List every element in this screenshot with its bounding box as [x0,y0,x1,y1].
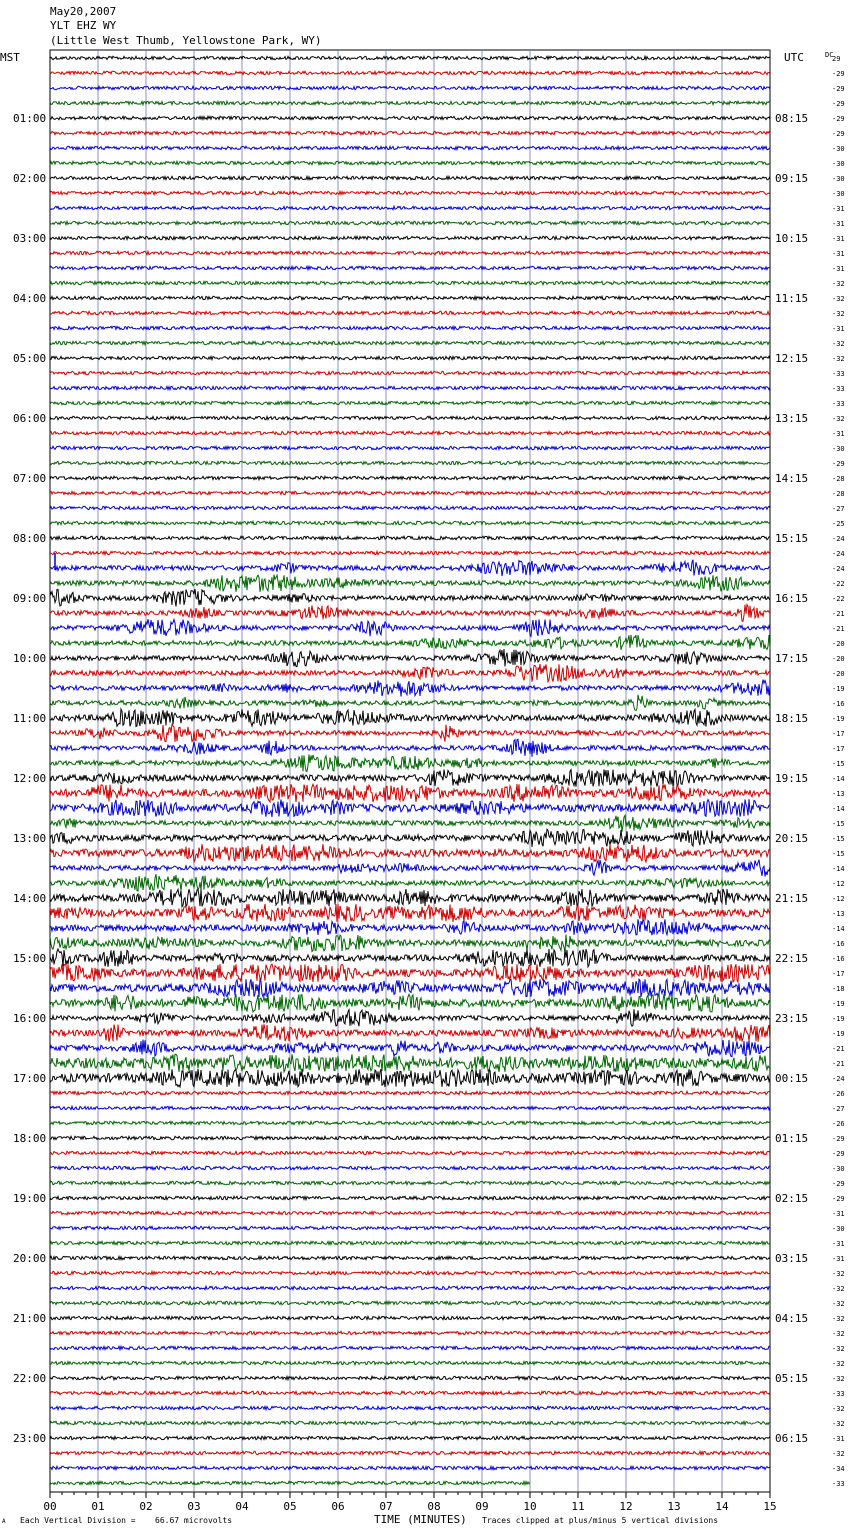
x-axis-title: TIME (MINUTES) [374,1513,467,1526]
trace-line [50,356,770,359]
dc-offset-label: -33 [832,400,845,408]
dc-offset-label: -20 [832,640,845,648]
trace-line [50,1069,770,1087]
dc-label: DC [825,51,834,59]
hour-label-mst: 07:00 [13,472,47,485]
trace-line [50,649,770,667]
dc-offset-label: -32 [832,280,845,288]
x-tick-label: 11 [571,1500,585,1513]
x-tick-label: 00 [43,1500,57,1513]
header-station: YLT EHZ WY [50,19,117,32]
dc-offset-label: -19 [832,715,845,723]
dc-offset-label: -14 [832,805,845,813]
dc-offset-label: -31 [832,1210,845,1218]
grid-lines [50,50,770,1492]
dc-offset-label: -31 [832,1240,845,1248]
dc-offset-label: -30 [832,445,845,453]
dc-offset-label: -15 [832,835,845,843]
dc-offset-label: -22 [832,595,845,603]
dc-offset-label: -30 [832,1225,845,1233]
dc-offset-label: -30 [832,175,845,183]
dc-offset-label: -29 [832,115,845,123]
trace-line [50,1211,770,1214]
dc-offset-label: -33 [832,385,845,393]
trace-line [50,874,770,891]
trace-line [50,769,770,786]
trace-line [50,724,770,742]
dc-offset-label: -31 [832,205,845,213]
trace-line [50,860,770,877]
trace-line [50,386,770,389]
dc-offset-label: -29 [832,1150,845,1158]
hour-label-utc: 08:15 [775,112,809,125]
hour-label-utc: 18:15 [775,712,809,725]
trace-line [50,1301,770,1304]
trace-line [50,236,770,239]
hour-label-mst: 08:00 [13,532,47,545]
trace-line [50,1151,770,1154]
dc-offset-label: -17 [832,745,845,753]
clip-note: Traces clipped at plus/minus 5 vertical divisions [482,1516,719,1525]
dc-offset-label: -21 [832,610,845,618]
trace-line [50,206,770,209]
dc-offset-label: -32 [832,355,845,363]
x-tick-label: 07 [379,1500,393,1513]
trace-line [50,1436,770,1439]
dc-offset-label: -30 [832,160,845,168]
x-tick-label: 03 [187,1500,201,1513]
dc-offset-label: -14 [832,925,845,933]
dc-offset-label: -29 [832,100,845,108]
dc-offset-label: -32 [832,1450,845,1458]
dc-offset-label: -27 [832,1105,845,1113]
dc-offset-label: -33 [832,370,845,378]
trace-line [50,536,770,539]
dc-offset-label: -29 [832,1135,845,1143]
trace-line [50,401,770,404]
trace-line [50,341,770,344]
trace-line [50,575,770,592]
trace-line [50,371,770,374]
trace-line [50,1106,770,1109]
x-tick-label: 05 [283,1500,297,1513]
hour-label-mst: 17:00 [13,1072,47,1085]
hour-label-mst: 14:00 [13,892,47,905]
hour-label-utc: 21:15 [775,892,809,905]
dc-offset-label: -21 [832,625,845,633]
trace-line [50,605,770,622]
trace-line [50,754,770,771]
trace-line [50,919,770,935]
hour-label-mst: 01:00 [13,112,47,125]
hour-label-mst: 05:00 [13,352,47,365]
dc-offset-label: -15 [832,850,845,858]
trace-line [50,949,770,967]
hour-label-mst: 20:00 [13,1252,47,1265]
trace-line [50,1196,770,1199]
dc-offset-label: -30 [832,145,845,153]
trace-line [50,86,770,89]
trace-line [50,176,770,179]
trace-line [50,191,770,194]
dc-offset-label: -32 [832,340,845,348]
trace-line [50,161,770,164]
dc-offset-label: -28 [832,490,845,498]
trace-line [50,1271,770,1274]
trace-line [50,1376,770,1379]
dc-offset-label: -32 [832,295,845,303]
trace-line [50,131,770,134]
axis-labels [13,55,845,1513]
dc-offset-label: -12 [832,880,845,888]
dc-offset-label: -20 [832,655,845,663]
trace-line [50,1091,770,1094]
hour-label-utc: 14:15 [775,472,809,485]
trace-line [50,431,770,434]
trace-line [50,889,770,907]
dc-offset-label: -20 [832,670,845,678]
trace-line [50,1024,770,1041]
trace-line [50,829,770,847]
trace-line [50,844,770,862]
trace-line [50,799,770,817]
hour-label-mst: 22:00 [13,1372,47,1385]
hour-label-mst: 15:00 [13,952,47,965]
dc-offset-label: -31 [832,265,845,273]
trace-line [50,589,770,606]
dc-offset-label: -32 [832,1315,845,1323]
dc-offset-label: -32 [832,1285,845,1293]
trace-line [50,101,770,104]
dc-offset-label: -27 [832,505,845,513]
dc-offset-label: -14 [832,775,845,783]
hour-label-mst: 06:00 [13,412,47,425]
trace-line [50,116,770,119]
utc-label: UTC [784,51,804,64]
hour-label-utc: 09:15 [775,172,809,185]
header-date: May20,2007 [50,5,117,18]
dc-offset-label: -19 [832,685,845,693]
scale-label: Each Vertical Division = [20,1516,136,1525]
dc-offset-label: -15 [832,760,845,768]
x-tick-label: 04 [235,1500,249,1513]
corner-mark: A [2,1518,6,1525]
hour-label-mst: 09:00 [13,592,47,605]
plot-frame [50,50,770,1492]
trace-line [50,551,770,554]
hour-label-utc: 17:15 [775,652,809,665]
trace-line [50,1121,770,1124]
trace-line [50,416,770,419]
trace-line [50,1040,770,1057]
trace-line [50,1316,770,1319]
trace-line [50,1256,770,1259]
trace-line [50,71,770,74]
x-tick-label: 06 [331,1500,345,1513]
dc-offset-label: -29 [832,1180,845,1188]
trace-line [50,446,770,449]
dc-offset-label: -31 [832,1435,845,1443]
trace-line [50,1466,770,1469]
dc-offset-label: -29 [832,1195,845,1203]
x-tick-label: 08 [427,1500,441,1513]
trace-line [50,1451,770,1454]
dc-offset-label: -32 [832,1360,845,1368]
trace-line [50,904,770,922]
header-location: (Little West Thumb, Yellowstone Park, WY) [50,34,322,47]
seismic-traces [50,56,770,1484]
hour-label-utc: 10:15 [775,232,809,245]
dc-offset-label: -33 [832,1480,845,1488]
hour-label-utc: 20:15 [775,832,809,845]
trace-line [50,146,770,149]
trace-line [50,1421,770,1424]
hour-label-utc: 04:15 [775,1312,809,1325]
trace-line [50,815,770,831]
dc-offset-label: -31 [832,325,845,333]
dc-offset-label: -24 [832,1075,845,1083]
hour-label-utc: 13:15 [775,412,809,425]
dc-offset-label: -30 [832,1165,845,1173]
trace-line [50,1391,770,1394]
hour-label-mst: 02:00 [13,172,47,185]
x-tick-label: 10 [523,1500,537,1513]
dc-offset-label: -32 [832,1345,845,1353]
dc-offset-label: -26 [832,1120,845,1128]
dc-offset-label: -19 [832,1030,845,1038]
trace-line [50,1241,770,1244]
dc-offset-label: -16 [832,700,845,708]
dc-offset-label: -16 [832,940,845,948]
dc-offset-label: -17 [832,970,845,978]
trace-line [50,560,770,576]
hour-label-utc: 22:15 [775,952,809,965]
trace-line [50,296,770,299]
dc-offset-label: -34 [832,1465,845,1473]
dc-offset-label: -32 [832,1270,845,1278]
dc-offset-label: -24 [832,535,845,543]
x-tick-label: 09 [475,1500,489,1513]
trace-line [50,461,770,464]
dc-offset-label: -14 [832,865,845,873]
dc-offset-label: -31 [832,1255,845,1263]
trace-line [50,1166,770,1169]
dc-offset-label: -19 [832,1000,845,1008]
trace-line [50,1226,770,1229]
hour-label-utc: 23:15 [775,1012,809,1025]
hour-label-mst: 13:00 [13,832,47,845]
hour-label-mst: 21:00 [13,1312,47,1325]
mst-label: MST [0,51,20,64]
dc-offset-label: -32 [832,1300,845,1308]
hour-label-utc: 06:15 [775,1432,809,1445]
hour-label-utc: 12:15 [775,352,809,365]
x-tick-label: 01 [91,1500,105,1513]
dc-offset-label: -32 [832,310,845,318]
dc-offset-label: -29 [832,460,845,468]
trace-line [50,964,770,982]
dc-offset-label: -31 [832,430,845,438]
trace-line [50,1054,770,1072]
trace-line [50,994,770,1012]
hour-label-utc: 11:15 [775,292,809,305]
dc-offset-label: -31 [832,235,845,243]
trace-line [50,739,770,757]
trace-line [50,326,770,329]
trace-line [50,680,770,697]
trace-line [50,1361,770,1364]
hour-label-mst: 04:00 [13,292,47,305]
dc-offset-label: -16 [832,955,845,963]
dc-offset-label: -33 [832,1390,845,1398]
dc-offset-label: -21 [832,1045,845,1053]
hour-label-utc: 03:15 [775,1252,809,1265]
trace-line [50,56,770,59]
dc-offset-label: -29 [832,85,845,93]
dc-offset-label: -32 [832,1330,845,1338]
dc-offset-label: -31 [832,220,845,228]
scale-value: 66.67 microvolts [155,1516,233,1525]
hour-label-mst: 10:00 [13,652,47,665]
dc-offset-label: -29 [832,70,845,78]
trace-line [50,1136,770,1139]
trace-line [50,619,770,636]
x-tick-label: 13 [667,1500,681,1513]
trace-line [50,709,770,727]
hour-label-mst: 23:00 [13,1432,47,1445]
trace-line [50,635,770,650]
dc-offset-label: -24 [832,565,845,573]
trace-line [50,1181,770,1184]
dc-offset-label: -12 [832,895,845,903]
trace-line [50,491,770,494]
trace-line [50,311,770,314]
trace-line [50,1406,770,1409]
trace-line [50,935,770,952]
dc-offset-label: -32 [832,1405,845,1413]
trace-line [50,1009,770,1026]
trace-line [50,1286,770,1289]
dc-offset-label: -31 [832,250,845,258]
hour-label-mst: 19:00 [13,1192,47,1205]
dc-offset-label: -21 [832,1060,845,1068]
hour-label-utc: 19:15 [775,772,809,785]
x-tick-label: 02 [139,1500,153,1513]
dc-offset-label: -22 [832,580,845,588]
trace-line [50,506,770,509]
trace-line [50,1331,770,1334]
hour-label-mst: 12:00 [13,772,47,785]
trace-line [50,695,770,711]
dc-offset-label: -30 [832,190,845,198]
dc-offset-label: -32 [832,1375,845,1383]
trace-line [50,251,770,254]
hour-label-mst: 11:00 [13,712,47,725]
dc-offset-label: -26 [832,1090,845,1098]
hour-label-mst: 18:00 [13,1132,47,1145]
dc-offset-label: 29 [832,55,841,63]
trace-line [50,784,770,802]
dc-offset-label: -15 [832,820,845,828]
hour-label-mst: 16:00 [13,1012,47,1025]
trace-line [50,476,770,479]
dc-offset-label: -17 [832,730,845,738]
hour-label-utc: 16:15 [775,592,809,605]
x-tick-label: 14 [715,1500,729,1513]
x-tick-label: 12 [619,1500,633,1513]
hour-label-utc: 05:15 [775,1372,809,1385]
dc-offset-label: -19 [832,1015,845,1023]
hour-label-utc: 01:15 [775,1132,809,1145]
dc-offset-label: -13 [832,790,845,798]
dc-offset-label: -28 [832,475,845,483]
hour-label-mst: 03:00 [13,232,47,245]
dc-offset-label: -18 [832,985,845,993]
hour-label-utc: 00:15 [775,1072,809,1085]
hour-label-utc: 15:15 [775,532,809,545]
dc-offset-label: -29 [832,130,845,138]
dc-offset-label: -25 [832,520,845,528]
x-tick-label: 15 [763,1500,777,1513]
dc-offset-label: -24 [832,550,845,558]
dc-offset-label: -13 [832,910,845,918]
trace-line [50,664,770,682]
trace-line [50,1346,770,1349]
trace-line [50,979,770,997]
dc-offset-label: -32 [832,415,845,423]
trace-line [50,221,770,224]
hour-label-utc: 02:15 [775,1192,809,1205]
trace-line [50,521,770,524]
trace-line [50,281,770,284]
dc-offset-label: -32 [832,1420,845,1428]
trace-line [50,266,770,269]
